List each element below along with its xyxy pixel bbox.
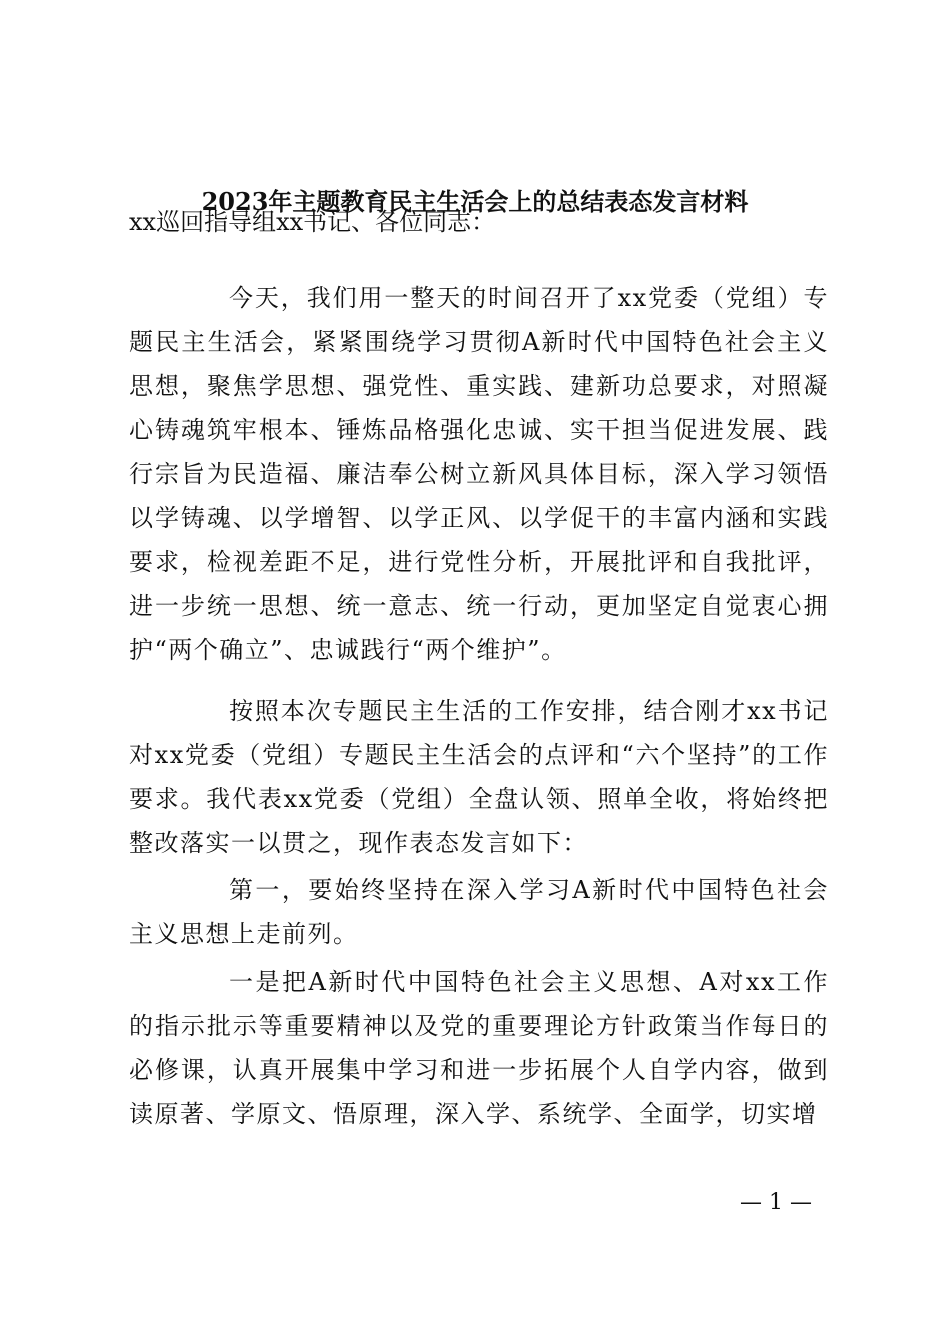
paragraph-4 [129, 960, 829, 1136]
paragraph-2 [129, 689, 829, 865]
document-title: 2023年主题教育民主生活会上的总结表态发言材料 [201, 187, 749, 216]
page-number: — 1 — [740, 1190, 812, 1215]
paragraph-text: 今天，我们用一整天的时间召开了xx党委（党组）专题民主生活会，紧紧围绕学习贯彻A新时代中国特色社会主义思想，聚焦学思想、强党性、重实践、建新功总要求，对照凝心铸魂筑牢根本、锤炼品格强化忠诚、实干担当促进发展、践行宗旨为民造福、廉洁奉公树立新风具体目标，深入学习领悟以学铸魂、以学增智、以学正风、以学促干的丰富内涵和实践要求，检视差距不足，进行党性分析，开展批评和自我批评，进一步统一思想、统一意志、统一行动，更加坚定自觉衷心拥护“两个确立”、忠诚践行“两个维护”。 [129, 284, 829, 664]
paragraph-text: 一是把A新时代中国特色社会主义思想、A对xx工作的指示批示等重要精神以及党的重要理论方针政策当作每日的必修课，认真开展集中学习和进一步拓展个人自学内容，做到读原著、学原文、悟原理，深入学、系统学、全面学，切实增 [129, 968, 829, 1128]
paragraph-3 [129, 868, 829, 956]
paragraph-text: 第一，要始终坚持在深入学习A新时代中国特色社会主义思想上走前列。 [129, 876, 829, 948]
paragraph-text: 按照本次专题民主生活的工作安排，结合刚才xx书记对xx党委（党组）专题民主生活会的点评和“六个坚持”的工作要求。我代表xx党委（党组）全盘认领、照单全收，将始终把整改落实一以贯之，现作表态发言如下： [129, 697, 829, 857]
paragraph-1 [129, 276, 829, 672]
salutation: xx巡回指导组xx书记、各位同志： [129, 208, 496, 236]
